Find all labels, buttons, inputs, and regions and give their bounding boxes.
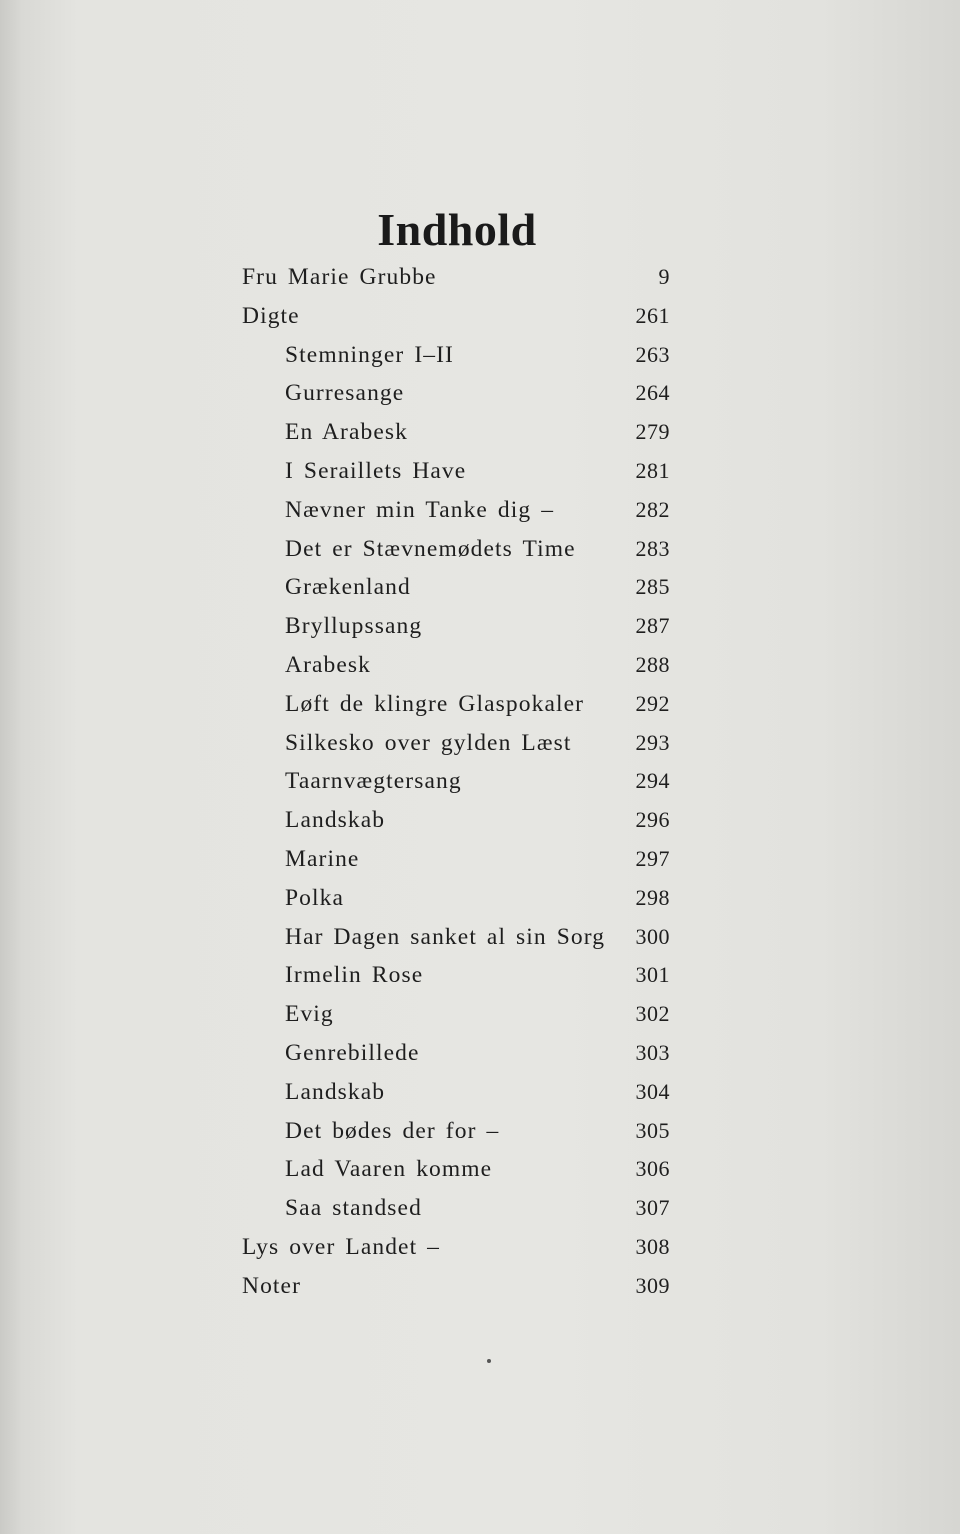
toc-entry (242, 1228, 674, 1267)
toc-page-number: 303 (635, 1039, 670, 1065)
toc-subentry (242, 1112, 674, 1151)
toc-entry-title: Polka (285, 884, 345, 911)
page-speck (487, 1359, 491, 1363)
toc-entry-title: Genrebillede (285, 1039, 420, 1066)
toc-page-number: 261 (635, 302, 670, 328)
toc-page-number: 287 (635, 613, 670, 639)
toc-page-number: 288 (635, 651, 670, 677)
toc-page-number: 305 (635, 1117, 670, 1143)
toc-entry-title: Løft de klingre Glaspokaler (285, 690, 585, 717)
toc-subentry (242, 1073, 674, 1112)
toc-subentry (242, 1189, 674, 1228)
toc-entry-title: Silkesko over gylden Læst (285, 729, 572, 756)
toc-entry (242, 1267, 674, 1306)
toc-subentry (242, 879, 674, 918)
toc-page-number: 304 (635, 1078, 670, 1104)
toc-subentry (242, 452, 674, 491)
toc-entry (242, 258, 674, 297)
toc-entry-title: Arabesk (285, 651, 372, 678)
toc-page-number: 294 (635, 768, 670, 794)
toc-entry-title: Saa standsed (285, 1195, 422, 1222)
toc-page-number: 308 (635, 1233, 670, 1259)
toc-entry-title: Har Dagen sanket al sin Sorg (285, 923, 606, 950)
toc-entry-title: Stemninger I–II (285, 341, 454, 368)
toc-subentry (242, 413, 674, 452)
toc-subentry (242, 918, 674, 957)
toc-entry (242, 297, 674, 336)
table-of-contents (242, 258, 674, 1306)
toc-page-number: 9 (658, 264, 670, 289)
toc-page-number: 300 (635, 923, 670, 949)
toc-subentry (242, 1034, 674, 1073)
toc-page-number: 263 (635, 341, 670, 367)
toc-entry-title: I Seraillets Have (285, 457, 467, 484)
toc-subentry (242, 336, 674, 375)
toc-page-number: 306 (635, 1156, 670, 1182)
toc-subentry (242, 530, 674, 569)
toc-subentry (242, 1150, 674, 1189)
toc-subentry (242, 840, 674, 879)
toc-subentry (242, 374, 674, 413)
toc-entry-title: Lad Vaaren komme (285, 1156, 493, 1183)
toc-entry-title: Lys over Landet – (242, 1233, 441, 1260)
toc-page-number: 283 (635, 535, 670, 561)
toc-entry-title: En Arabesk (285, 419, 408, 446)
toc-page-number: 293 (635, 729, 670, 755)
toc-entry-title: Det bødes der for – (285, 1117, 500, 1144)
toc-subentry (242, 646, 674, 685)
toc-page-number: 298 (635, 884, 670, 910)
toc-subentry (242, 607, 674, 646)
toc-entry-title: Taarnvægtersang (285, 768, 462, 795)
toc-subentry (242, 995, 674, 1034)
toc-page-number: 297 (635, 845, 670, 871)
toc-page-number: 296 (635, 807, 670, 833)
toc-entry-title: Evig (285, 1001, 334, 1028)
toc-page-number: 302 (635, 1001, 670, 1027)
toc-page-number: 292 (635, 690, 670, 716)
toc-subentry (242, 801, 674, 840)
toc-entry-title: Bryllupssang (285, 613, 423, 640)
toc-page-number: 282 (635, 496, 670, 522)
page-title: Indhold (377, 203, 537, 255)
toc-page-number: 279 (635, 419, 670, 445)
toc-subentry (242, 685, 674, 724)
toc-entry-title: Grækenland (285, 574, 411, 601)
toc-entry-title: Fru Marie Grubbe (242, 264, 437, 290)
toc-entry-title: Nævner min Tanke dig – (285, 496, 555, 523)
toc-subentry (242, 724, 674, 763)
toc-page-number: 264 (635, 380, 670, 406)
page-edge (0, 0, 22, 1534)
toc-page-number: 307 (635, 1195, 670, 1221)
book-page (22, 0, 960, 1534)
toc-page-number: 285 (635, 574, 670, 600)
toc-entry-title: Noter (242, 1272, 302, 1299)
toc-subentry (242, 762, 674, 801)
toc-entry-title: Landskab (285, 807, 386, 834)
toc-subentry (242, 491, 674, 530)
toc-page-number: 301 (635, 962, 670, 988)
toc-entry-title: Det er Stævnemødets Time (285, 535, 576, 562)
toc-entry-title: Irmelin Rose (285, 962, 424, 989)
toc-entry-title: Landskab (285, 1078, 386, 1105)
toc-entry-title: Marine (285, 845, 360, 872)
toc-entry-title: Gurresange (285, 380, 405, 407)
toc-page-number: 281 (635, 457, 670, 483)
toc-subentry (242, 568, 674, 607)
toc-entry-title: Digte (242, 302, 300, 329)
toc-subentry (242, 956, 674, 995)
toc-page-number: 309 (635, 1272, 670, 1298)
